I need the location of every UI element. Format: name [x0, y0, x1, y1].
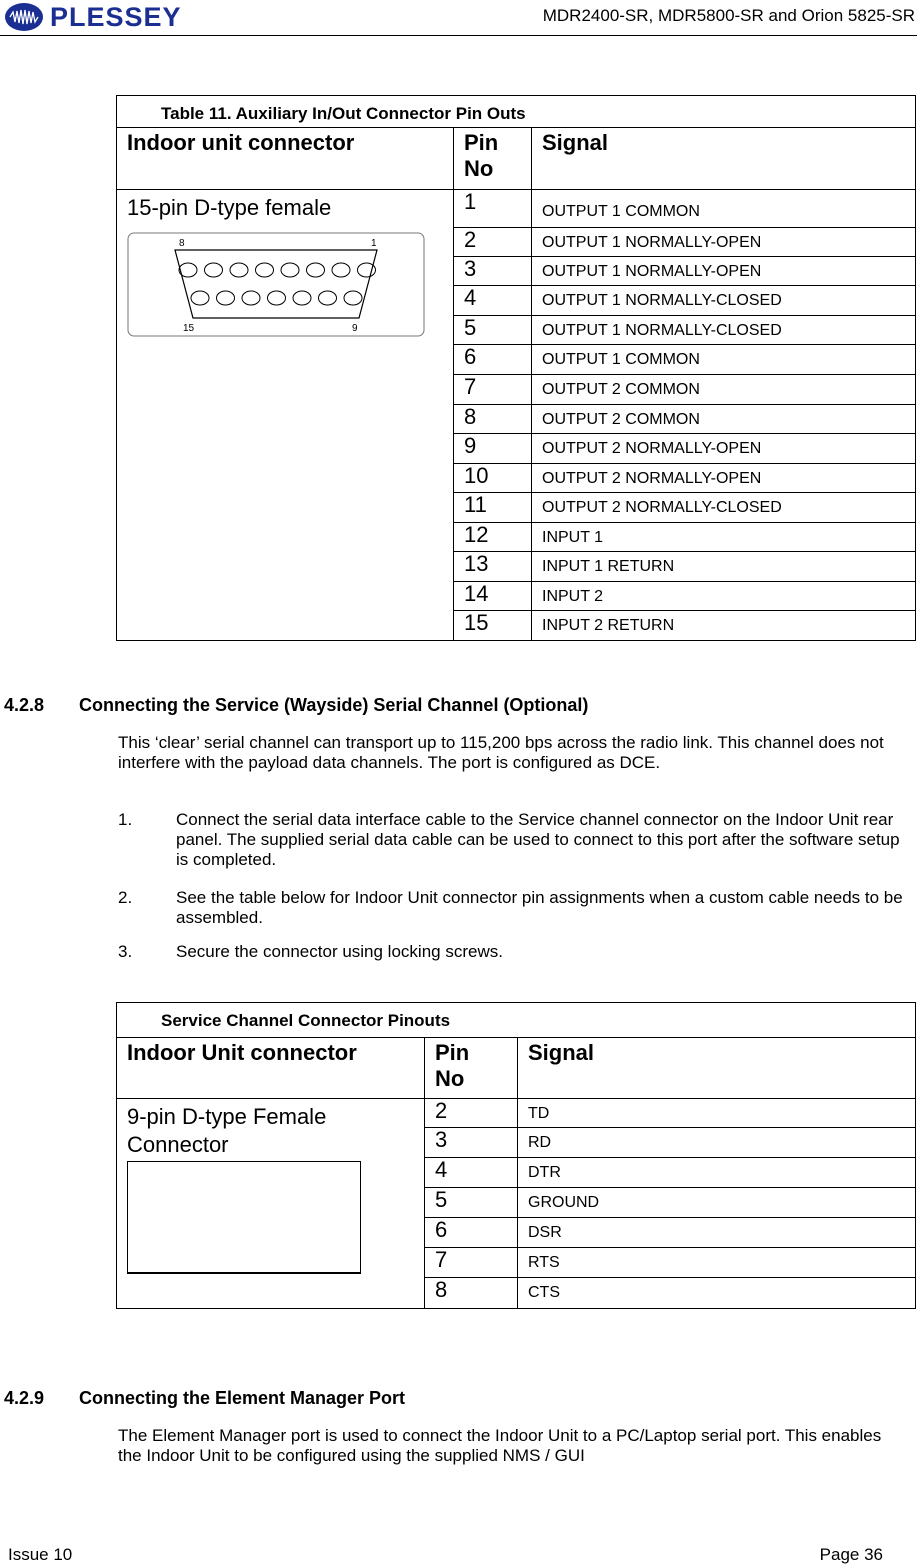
pin-number: 14: [454, 582, 532, 611]
column-header-signal: Signal: [532, 128, 916, 190]
signal-name: RD: [518, 1128, 916, 1158]
pin-number: 3: [454, 257, 532, 286]
table-caption: Service Channel Connector Pinouts: [117, 1003, 916, 1038]
pin-number: 3: [425, 1128, 518, 1158]
table-row: [117, 190, 916, 228]
signal-name: INPUT 2: [532, 582, 916, 611]
section-paragraph: The Element Manager port is used to connect the Indoor Unit to a PC/Laptop serial port. This enables the Indoor Unit to be configured using the supplied NMS / GUI: [118, 1426, 882, 1465]
signal-name: OUTPUT 1 COMMON: [532, 190, 916, 228]
service-channel-pinout-table: [116, 1002, 916, 1309]
pin-number: 10: [454, 464, 532, 493]
pin-number: 4: [425, 1158, 518, 1188]
brand-name: PLESSEY: [50, 2, 182, 32]
connector-label: 9-pin D-type Female: [127, 1104, 327, 1129]
pin-number: 1: [454, 190, 532, 228]
pin-number: 11: [454, 493, 532, 523]
plessey-logo: [4, 2, 194, 32]
column-header-pin: Pin No: [454, 128, 532, 190]
header-divider: [0, 35, 917, 36]
section-heading-4-2-8: 4.2.8 Connecting the Service (Wayside) Serial Channel (Optional): [4, 695, 589, 715]
table-caption: Table 11. Auxiliary In/Out Connector Pin Outs: [117, 96, 916, 128]
signal-name: GROUND: [518, 1188, 916, 1218]
signal-name: OUTPUT 1 COMMON: [532, 345, 916, 375]
signal-name: OUTPUT 1 NORMALLY-CLOSED: [532, 286, 916, 316]
connector-cell: [117, 1099, 425, 1309]
pin-number: 2: [454, 228, 532, 257]
signal-name: RTS: [518, 1248, 916, 1278]
pin-number: 6: [454, 345, 532, 375]
connector-image-placeholder: [127, 1161, 361, 1274]
footer-page-number: Page 36: [819, 1545, 883, 1564]
pin-label: 15: [183, 323, 195, 334]
pin-number: 5: [425, 1188, 518, 1218]
pin-number: 5: [454, 316, 532, 345]
signal-name: OUTPUT 2 NORMALLY-CLOSED: [532, 493, 916, 523]
connector-label: 15-pin D-type female: [127, 195, 332, 220]
auxiliary-pinout-table: [116, 95, 916, 641]
signal-name: OUTPUT 2 NORMALLY-OPEN: [532, 464, 916, 493]
pin-number: 15: [454, 611, 532, 641]
plessey-emblem-icon: [4, 2, 44, 32]
signal-name: TD: [518, 1099, 916, 1128]
signal-name: OUTPUT 2 COMMON: [532, 375, 916, 405]
column-header-connector: Indoor Unit connector: [117, 1038, 425, 1099]
signal-name: INPUT 1: [532, 523, 916, 552]
signal-name: INPUT 2 RETURN: [532, 611, 916, 641]
signal-name: OUTPUT 1 NORMALLY-OPEN: [532, 257, 916, 286]
signal-name: DTR: [518, 1158, 916, 1188]
document-title: MDR2400-SR, MDR5800-SR and Orion 5825-SR: [542, 6, 915, 25]
pin-label: 1: [371, 238, 377, 249]
footer-issue: Issue 10: [8, 1545, 73, 1564]
connector-label: Connector: [127, 1132, 229, 1157]
pin-number: 8: [454, 405, 532, 434]
pin-number: 7: [425, 1248, 518, 1278]
section-heading-4-2-9: 4.2.9 Connecting the Element Manager Port: [4, 1388, 406, 1408]
table-row: [117, 1099, 916, 1128]
pin-number: 9: [454, 434, 532, 464]
pin-number: 2: [425, 1099, 518, 1128]
d-sub-15-connector-diagram: [127, 232, 427, 338]
pin-number: 8: [425, 1278, 518, 1309]
signal-name: OUTPUT 1 NORMALLY-CLOSED: [532, 316, 916, 345]
pin-label: 9: [352, 323, 358, 334]
pin-number: 6: [425, 1218, 518, 1248]
pin-number: 4: [454, 286, 532, 316]
signal-name: OUTPUT 2 COMMON: [532, 405, 916, 434]
column-header-connector: Indoor unit connector: [117, 128, 454, 190]
column-header-signal: Signal: [518, 1038, 916, 1099]
signal-name: INPUT 1 RETURN: [532, 552, 916, 582]
connector-cell: [117, 190, 454, 641]
signal-name: OUTPUT 1 NORMALLY-OPEN: [532, 228, 916, 257]
section-paragraph: This ‘clear’ serial channel can transport up to 115,200 bps across the radio link. This channel does not interfere with the payload data channels. The port is configured as DCE.: [118, 733, 884, 772]
pin-label: 8: [179, 238, 185, 249]
column-header-pin: Pin No: [425, 1038, 518, 1099]
pin-number: 12: [454, 523, 532, 552]
signal-name: DSR: [518, 1218, 916, 1248]
pin-number: 7: [454, 375, 532, 405]
pin-number: 13: [454, 552, 532, 582]
signal-name: CTS: [518, 1278, 916, 1309]
signal-name: OUTPUT 2 NORMALLY-OPEN: [532, 434, 916, 464]
